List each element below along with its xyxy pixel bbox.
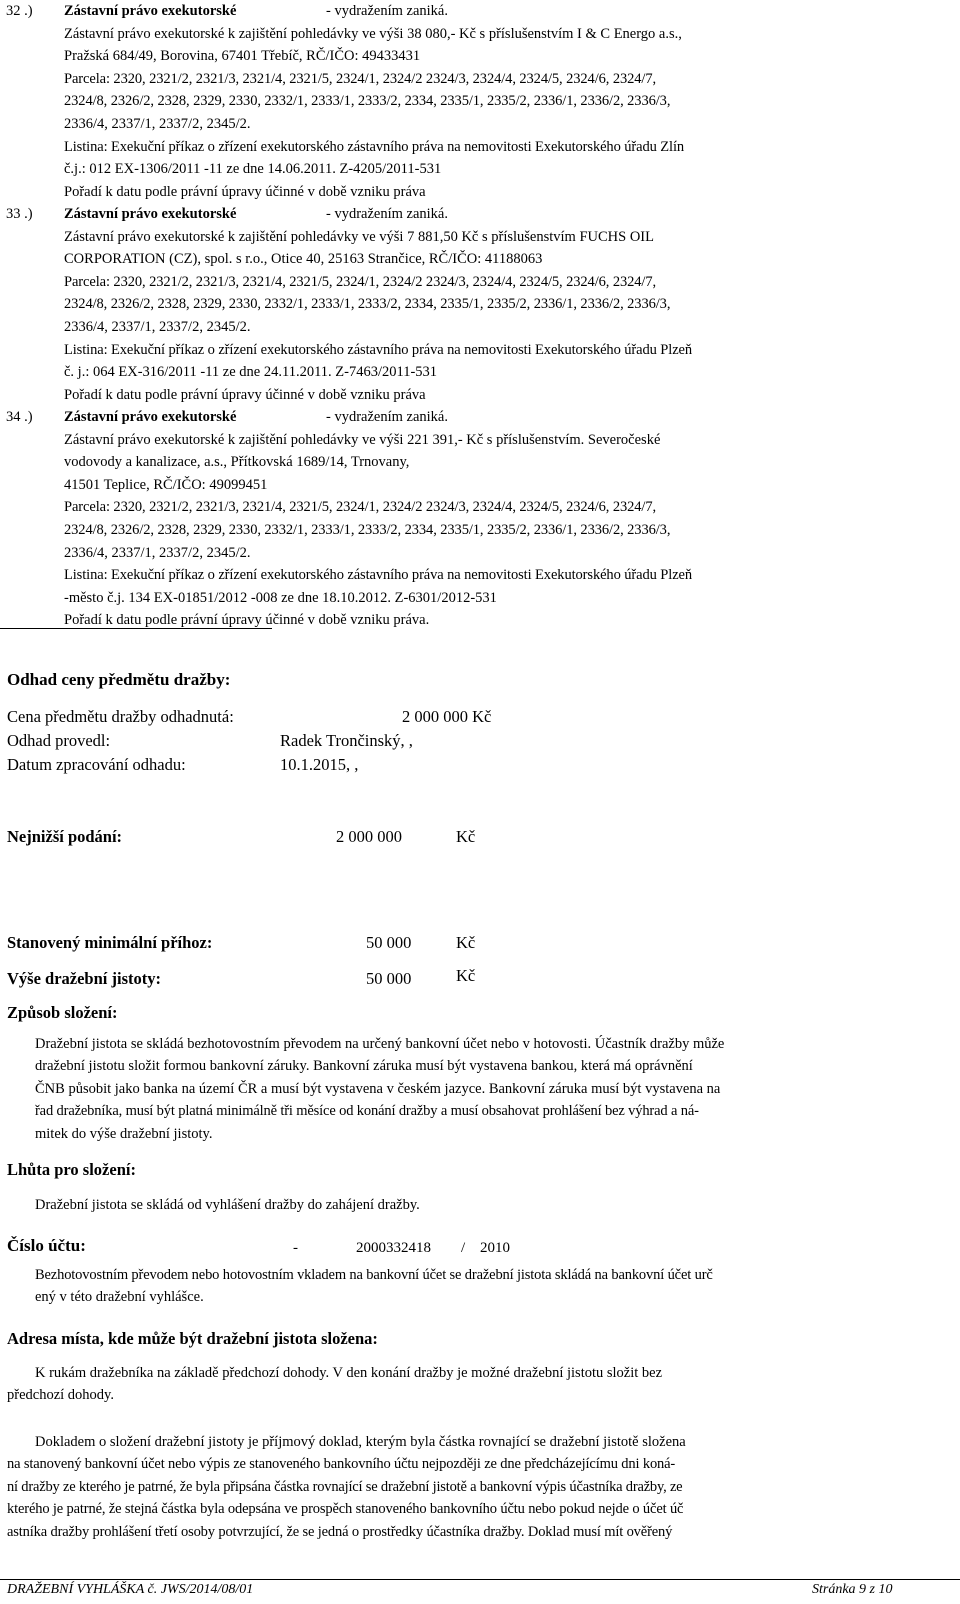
deadline-text <box>35 1194 940 1216</box>
payment-method-text <box>35 1033 940 1145</box>
date-value: 10.1.2015, , <box>280 755 359 774</box>
lien-line: 2324/8, 2326/2, 2328, 2329, 2330, 2332/1, 2333/1, 2333/2, 2334, 2335/1, 2335/2, 2336/1, 2336/2, 2336/3, <box>64 296 671 313</box>
lien-line: Pořadí k datu podle právní úpravy účinné v době vzniku práva <box>64 386 426 403</box>
lien-32 <box>0 0 960 203</box>
footer-document-id: DRAŽEBNÍ VYHLÁŠKA č. JWS/2014/08/01 <box>7 1582 254 1597</box>
lien-number: 32 .) <box>6 3 33 19</box>
payment-method-heading: Způsob složení: <box>7 1003 118 1022</box>
lien-line: Pražská 684/49, Borovina, 67401 Třebíč, RČ/IČO: 49433431 <box>64 48 421 65</box>
lien-header <box>0 406 960 429</box>
lien-line: Zástavní právo exekutorské k zajištění pohledávky ve výši 38 080,- Kč s příslušenstvím I & C Energo a.s., <box>64 25 682 42</box>
lien-line: Pořadí k datu podle právní úpravy účinné v době vzniku práva. <box>64 612 430 629</box>
account-heading: Číslo účtu: <box>7 1236 86 1255</box>
text-line: kterého je patrné, že stejná částka byla odepsána ve prospěch stanoveného bankovního účtu nebo pokud nejde o účet úč <box>7 1501 684 1518</box>
lien-line: Parcela: 2320, 2321/2, 2321/3, 2321/4, 2321/5, 2324/1, 2324/2 2324/3, 2324/4, 2324/5, 2324/6, 2324/7, <box>64 70 657 87</box>
lien-status: - vydražením zaniká. <box>326 409 448 425</box>
lien-34 <box>0 406 960 632</box>
text-line: ený v této dražební vyhlášce. <box>35 1289 204 1306</box>
price-label: Cena předmětu dražby odhadnutá: <box>7 707 234 726</box>
min-increment-amount: 50 000 <box>366 933 412 952</box>
lowest-bid-amount: 2 000 000 <box>336 827 402 846</box>
deposit-currency: Kč <box>456 966 476 985</box>
lien-header <box>0 203 960 226</box>
account-bank-code: 2010 <box>480 1240 510 1256</box>
lien-status: - vydražením zaniká. <box>326 206 448 222</box>
lien-header <box>0 0 960 23</box>
text-line: K rukám dražebníka na základě předchozí dohody. V den konání dražby je možné dražební jistotu složit bez <box>35 1365 663 1381</box>
text-line: ní dražby ze kterého je patrné, že byla připsána částka rovnající se dražební jistotě a bankovní výpis účastníka dražby, ze <box>7 1478 683 1495</box>
lien-number: 34 .) <box>6 409 33 425</box>
text-line: astníka dražby prohlášení třetí osoby potvrzující, že se jedná o prostředky účastníka dražby. Doklad musí mít ověřený <box>7 1523 673 1540</box>
lien-line: Zástavní právo exekutorské k zajištění pohledávky ve výši 221 391,- Kč s příslušenstvím. Severočeské <box>64 431 661 448</box>
lien-line: 2336/4, 2337/1, 2337/2, 2345/2. <box>64 115 251 132</box>
section-divider <box>0 628 272 629</box>
lien-line: CORPORATION (CZ), spol. s r.o., Otice 40, 25163 Strančice, RČ/IČO: 41188063 <box>64 251 543 268</box>
lien-line: 2324/8, 2326/2, 2328, 2329, 2330, 2332/1, 2333/1, 2333/2, 2334, 2335/1, 2335/2, 2336/1, 2336/2, 2336/3, <box>64 521 671 538</box>
text-line: Bezhotovostním převodem nebo hotovostním vkladem na bankovní účet se dražební jistota skládá na bankovní účet urč <box>35 1267 713 1283</box>
lowest-bid-label: Nejnižší podání: <box>7 827 123 846</box>
lien-line: č.j.: 012 EX-1306/2011 -11 ze dne 14.06.2011. Z-4205/2011-531 <box>64 161 442 178</box>
text-line: dražební jistotu složit formou bankovní záruky. Bankovní záruka musí být vystavena bankou, která má oprávnění <box>35 1058 693 1075</box>
lien-line: vodovody a kanalizace, a.s., Přítkovská 1689/14, Trnovany, <box>64 454 410 471</box>
footer-page-number: Stránka 9 z 10 <box>812 1582 893 1597</box>
text-line: Dokladem o složení dražební jistoty je příjmový doklad, kterým byla částka rovnající se dražební jistotě složena <box>35 1434 686 1450</box>
appraiser-value: Radek Trončinský, , <box>280 731 413 750</box>
lien-line: 2336/4, 2337/1, 2337/2, 2345/2. <box>64 318 251 335</box>
lien-title: Zástavní právo exekutorské <box>64 409 237 425</box>
min-increment-currency: Kč <box>456 933 476 952</box>
proof-text <box>7 1431 940 1543</box>
lien-line: Pořadí k datu podle právní úpravy účinné v době vzniku práva <box>64 183 426 200</box>
lien-line: č. j.: 064 EX-316/2011 -11 ze dne 24.11.2011. Z-7463/2011-531 <box>64 364 438 381</box>
lien-line: Listina: Exekuční příkaz o zřízení exekutorského zástavního práva na nemovitosti Exekutorského úřadu Plzeň <box>64 341 693 358</box>
lien-number: 33 .) <box>6 206 33 222</box>
address-text <box>7 1362 940 1407</box>
lien-line: Listina: Exekuční příkaz o zřízení exekutorského zástavního práva na nemovitosti Exekutorského úřadu Plzeň <box>64 567 693 584</box>
text-line: Dražební jistota se skládá od vyhlášení dražby do zahájení dražby. <box>35 1197 420 1213</box>
text-line: mitek do výše dražební jistoty. <box>35 1125 213 1142</box>
lien-status: - vydražením zaniká. <box>326 3 448 19</box>
lien-line: 2324/8, 2326/2, 2328, 2329, 2330, 2332/1, 2333/1, 2333/2, 2334, 2335/1, 2335/2, 2336/1, 2336/2, 2336/3, <box>64 93 671 110</box>
deposit-label: Výše dražební jistoty: <box>7 969 161 988</box>
footer-divider <box>0 1579 960 1580</box>
estimate-heading: Odhad ceny předmětu dražby: <box>7 670 231 689</box>
lien-line: 2336/4, 2337/1, 2337/2, 2345/2. <box>64 544 251 561</box>
price-value: 2 000 000 Kč <box>402 707 492 726</box>
lien-title: Zástavní právo exekutorské <box>64 3 237 19</box>
lien-line: -město č.j. 134 EX-01851/2012 -008 ze dne 18.10.2012. Z-6301/2012-531 <box>64 589 497 606</box>
lien-line: 41501 Teplice, RČ/IČO: 49099451 <box>64 476 268 493</box>
text-line: předchozí dohody. <box>7 1387 114 1404</box>
address-heading: Adresa místa, kde může být dražební jistota složena: <box>7 1329 378 1348</box>
account-text <box>35 1264 940 1309</box>
lien-line: Listina: Exekuční příkaz o zřízení exekutorského zástavního práva na nemovitosti Exekutorského úřadu Zlín <box>64 138 685 155</box>
lien-line: Zástavní právo exekutorské k zajištění pohledávky ve výši 7 881,50 Kč s příslušenstvím FUCHS OIL <box>64 228 654 245</box>
lien-line: Parcela: 2320, 2321/2, 2321/3, 2321/4, 2321/5, 2324/1, 2324/2 2324/3, 2324/4, 2324/5, 2324/6, 2324/7, <box>64 499 657 516</box>
account-slash: / <box>461 1240 466 1256</box>
lien-33 <box>0 203 960 406</box>
deadline-heading: Lhůta pro složení: <box>7 1160 136 1179</box>
text-line: na stanovený bankovní účet nebo výpis ze stanoveného bankovního účtu nejpozději ze dne předcházejícímu dni koná- <box>7 1456 676 1473</box>
appraiser-label: Odhad provedl: <box>7 731 111 750</box>
lien-title: Zástavní právo exekutorské <box>64 206 237 222</box>
deposit-amount: 50 000 <box>366 969 412 988</box>
lowest-bid-currency: Kč <box>456 827 476 846</box>
lien-line: Parcela: 2320, 2321/2, 2321/3, 2321/4, 2321/5, 2324/1, 2324/2 2324/3, 2324/4, 2324/5, 2324/6, 2324/7, <box>64 273 657 290</box>
text-line: Dražební jistota se skládá bezhotovostním převodem na určený bankovní účet nebo v hotovosti. Účastník dražby může <box>35 1036 725 1052</box>
date-label: Datum zpracování odhadu: <box>7 755 186 774</box>
text-line: řad dražebníka, musí být platná minimálně tři měsíce od konání dražby a musí obsahovat prohlášení bez výhrad a ná- <box>35 1103 699 1120</box>
account-dash: - <box>293 1240 298 1256</box>
account-number: 2000332418 <box>356 1240 431 1256</box>
text-line: ČNB působit jako banka na území ČR a musí být vystavena v českém jazyce. Bankovní záruka musí být vystavena na <box>35 1080 721 1097</box>
min-increment-label: Stanovený minimální příhoz: <box>7 933 213 952</box>
